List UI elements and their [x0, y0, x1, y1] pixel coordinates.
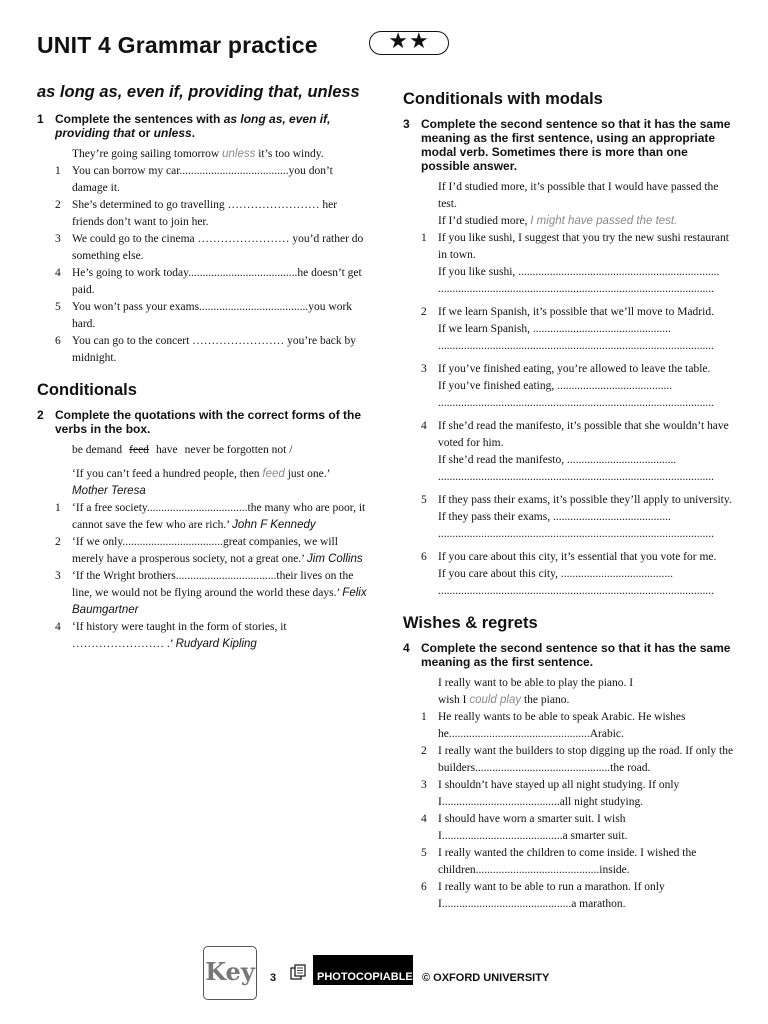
ex3-instruction: [403, 117, 738, 173]
difficulty-stars: ★★: [369, 31, 449, 55]
ex2-heading: Conditionals: [37, 381, 137, 399]
item-text: ‘If the Wright brothers...................................their lives on the line, we would not be flying around the world these days.’: [72, 570, 354, 599]
item-number: 6: [55, 335, 61, 347]
ex1-example-text: They’re going sailing tomorrow: [72, 148, 223, 160]
answer-line: ................................................................................................: [438, 397, 714, 409]
ex2-example-answer: feed: [262, 468, 285, 480]
list-item: [37, 163, 367, 197]
answer-line: ................................................................................................: [438, 528, 714, 540]
ex1-instruction: [37, 112, 367, 140]
item-number: 4: [421, 813, 427, 825]
item-number: 6: [421, 551, 427, 563]
item-text: You won’t pass your exams......................................you work hard.: [72, 301, 353, 330]
list-item: [403, 492, 738, 543]
item-text: I really wanted the children to come inside. I wished the children...........................................inside.: [438, 847, 697, 876]
answer-line: ................................................................................................: [438, 283, 714, 295]
ex3-instr-text: Complete the second sentence so that it has the same meaning as the first sentence, using an appropriate modal verb. Sometimes there is more than one possible answer.: [421, 117, 731, 173]
item-prompt: If you care about this city, .......................................: [438, 568, 673, 580]
item-number: 2: [55, 199, 61, 211]
ex1-instr-text: Complete the sentences with: [55, 112, 224, 126]
answer-line: ................................................................................................: [438, 340, 714, 352]
item-number: 5: [55, 301, 61, 313]
list-item: [37, 619, 367, 653]
list-item: [37, 534, 367, 568]
item-text: We could go to the cinema …………………… you’d rather do something else.: [72, 233, 364, 262]
key-logo: Key: [203, 946, 257, 1000]
ex1-instr-words: as long as, even if, providing that: [55, 112, 331, 140]
item-number: 4: [421, 420, 427, 432]
item-text: If they pass their exams, it’s possible they’ll apply to university.: [438, 494, 732, 506]
ex4-instruction: [403, 641, 738, 669]
photocopy-icon: [290, 964, 306, 980]
item-prompt: If she’d read the manifesto, ......................................: [438, 454, 677, 466]
item-number: 2: [421, 745, 427, 757]
item-text: ‘If we only...................................great companies, we will merely have a prosperous society, not a great one.’: [72, 536, 338, 565]
item-number: 2: [421, 306, 427, 318]
item-number: 3: [55, 570, 61, 582]
item-number: 5: [421, 494, 427, 506]
item-text: If you’ve finished eating, you’re allowed to leave the table.: [438, 363, 711, 375]
ex1-example-end: it’s too windy.: [255, 148, 324, 160]
item-text: You can borrow my car......................................you don’t damage it.: [72, 165, 333, 194]
item-text: I really want to be able to run a marathon. If only I.............................................a marathon.: [438, 881, 665, 910]
list-item: [403, 230, 738, 298]
ex2-example-end: just one.’: [284, 468, 330, 480]
ex1-number: 1: [37, 112, 44, 126]
item-number: 1: [421, 711, 427, 723]
ex1-example-answer: unless: [222, 148, 256, 160]
list-item: [37, 568, 367, 619]
word-box: [72, 442, 367, 460]
item-text: If you care about this city, it’s essential that you vote for me.: [438, 551, 717, 563]
quote-author: John F Kennedy: [232, 519, 316, 531]
item-number: 2: [55, 536, 61, 548]
ex3-example-1: If I’d studied more, it’s possible that I would have passed the test.: [438, 181, 719, 210]
item-text: I really want the builders to stop digging up the road. If only the builders...............................................the road.: [438, 745, 734, 774]
item-text: I shouldn’t have stayed up all night studying. If only I.........................................all night studying.: [438, 779, 680, 808]
item-text: He’s going to work today......................................he doesn’t get paid.: [72, 267, 362, 296]
ex2-number: 2: [37, 408, 44, 422]
ex3-number: 3: [403, 117, 410, 131]
ex4-example-text: wish I: [438, 694, 470, 706]
list-item: [37, 299, 367, 333]
box-word: never be forgotten not /: [184, 444, 293, 456]
box-word: be demand: [72, 444, 123, 456]
list-item: [403, 845, 738, 879]
ex1-items: [37, 163, 367, 367]
list-item: [403, 418, 738, 486]
list-item: [37, 333, 367, 367]
list-item: [403, 879, 738, 913]
list-item: [37, 197, 367, 231]
publisher-label: © OXFORD UNIVERSITY: [422, 972, 550, 984]
list-item: [403, 549, 738, 600]
list-item: [37, 500, 367, 534]
item-number: 1: [55, 165, 61, 177]
answer-line: ................................................................................................: [438, 585, 714, 597]
ex4-example-2: [438, 692, 738, 709]
ex4-number: 4: [403, 641, 410, 655]
ex1-heading: as long as, even if, providing that, unless: [37, 83, 360, 101]
list-item: [403, 361, 738, 412]
item-prompt: If you like sushi, ......................................................................: [438, 266, 720, 278]
item-text: If you like sushi, I suggest that you try the new sushi restaurant in town.: [438, 232, 729, 261]
item-text: You can go to the concert …………………… you’re back by midnight.: [72, 335, 357, 364]
item-text: She’s determined to go travelling …………………… her friends don’t want to join her.: [72, 199, 338, 228]
list-item: [403, 743, 738, 777]
ex3-example-answer: I might have passed the test.: [530, 215, 678, 227]
page-title: UNIT 4 Grammar practice: [37, 32, 318, 58]
item-text: I should have worn a smarter suit. I wish I..........................................a smarter suit.: [438, 813, 628, 842]
item-text: If we learn Spanish, it’s possible that we’ll move to Madrid.: [438, 306, 714, 318]
ex4-items: [403, 709, 738, 913]
ex4-instr-text: Complete the second sentence so that it has the same meaning as the first sentence.: [421, 641, 731, 669]
page-number: 3: [270, 972, 277, 984]
ex2-instr-text: Complete the quotations with the correct forms of the verbs in the box.: [55, 408, 362, 436]
item-text: If she’d read the manifesto, it’s possible that she wouldn’t have voted for him.: [438, 420, 729, 449]
list-item: [403, 777, 738, 811]
list-item: [403, 811, 738, 845]
item-number: 6: [421, 881, 427, 893]
ex4-example-end: the piano.: [521, 694, 570, 706]
quote-author: Felix Baumgartner: [72, 587, 367, 616]
item-prompt: If we learn Spanish, ................................................: [438, 323, 671, 335]
ex2-items: [37, 500, 367, 653]
list-item: [37, 231, 367, 265]
ex3-example-text: If I’d studied more,: [438, 215, 531, 227]
item-number: 5: [421, 847, 427, 859]
item-number: 4: [55, 621, 61, 633]
photocopiable-label: PHOTOCOPIABLE: [313, 955, 413, 985]
item-number: 4: [55, 267, 61, 279]
ex1-instr-end: .: [191, 126, 196, 140]
ex3-example-2: [438, 213, 738, 230]
box-word: have: [155, 444, 178, 456]
ex3-items: [403, 230, 738, 600]
answer-line: ................................................................................................: [438, 471, 714, 483]
item-number: 3: [55, 233, 61, 245]
list-item: [403, 709, 738, 743]
list-item: [403, 304, 738, 355]
item-number: 3: [421, 779, 427, 791]
box-word-crossed: feed: [129, 444, 149, 456]
left-column: [37, 83, 367, 653]
item-text: ‘If a free society...................................the many who are poor, it cannot save the few who are rich.’: [72, 502, 366, 531]
ex3-heading: Conditionals with modals: [403, 90, 603, 108]
ex1-example: [72, 146, 367, 163]
ex1-instr-or: or: [135, 126, 154, 140]
ex4-example-1: I really want to be able to play the piano. I: [438, 677, 634, 689]
ex1-instr-last: unless: [153, 126, 192, 140]
quote-author: Mother Teresa: [72, 485, 146, 497]
item-prompt: If you’ve finished eating, ........................................: [438, 380, 673, 392]
item-prompt: If they pass their exams, .........................................: [438, 511, 671, 523]
ex4-heading: Wishes & regrets: [403, 614, 538, 632]
list-item: [37, 265, 367, 299]
ex2-example: [72, 466, 367, 500]
ex4-example-answer: could play: [469, 694, 522, 706]
right-column: [403, 90, 738, 913]
item-number: 3: [421, 363, 427, 375]
quote-author: Rudyard Kipling: [175, 638, 257, 650]
item-text: ‘If history were taught in the form of stories, it …………………… .’: [72, 621, 287, 650]
item-text: He really wants to be able to speak Arabic. He wishes he.................................................Arabic.: [438, 711, 686, 740]
quote-author: Jim Collins: [307, 553, 363, 565]
ex2-instruction: [37, 408, 367, 436]
ex2-example-text: ‘If you can’t feed a hundred people, then: [72, 468, 263, 480]
item-number: 1: [421, 232, 427, 244]
item-number: 1: [55, 502, 61, 514]
